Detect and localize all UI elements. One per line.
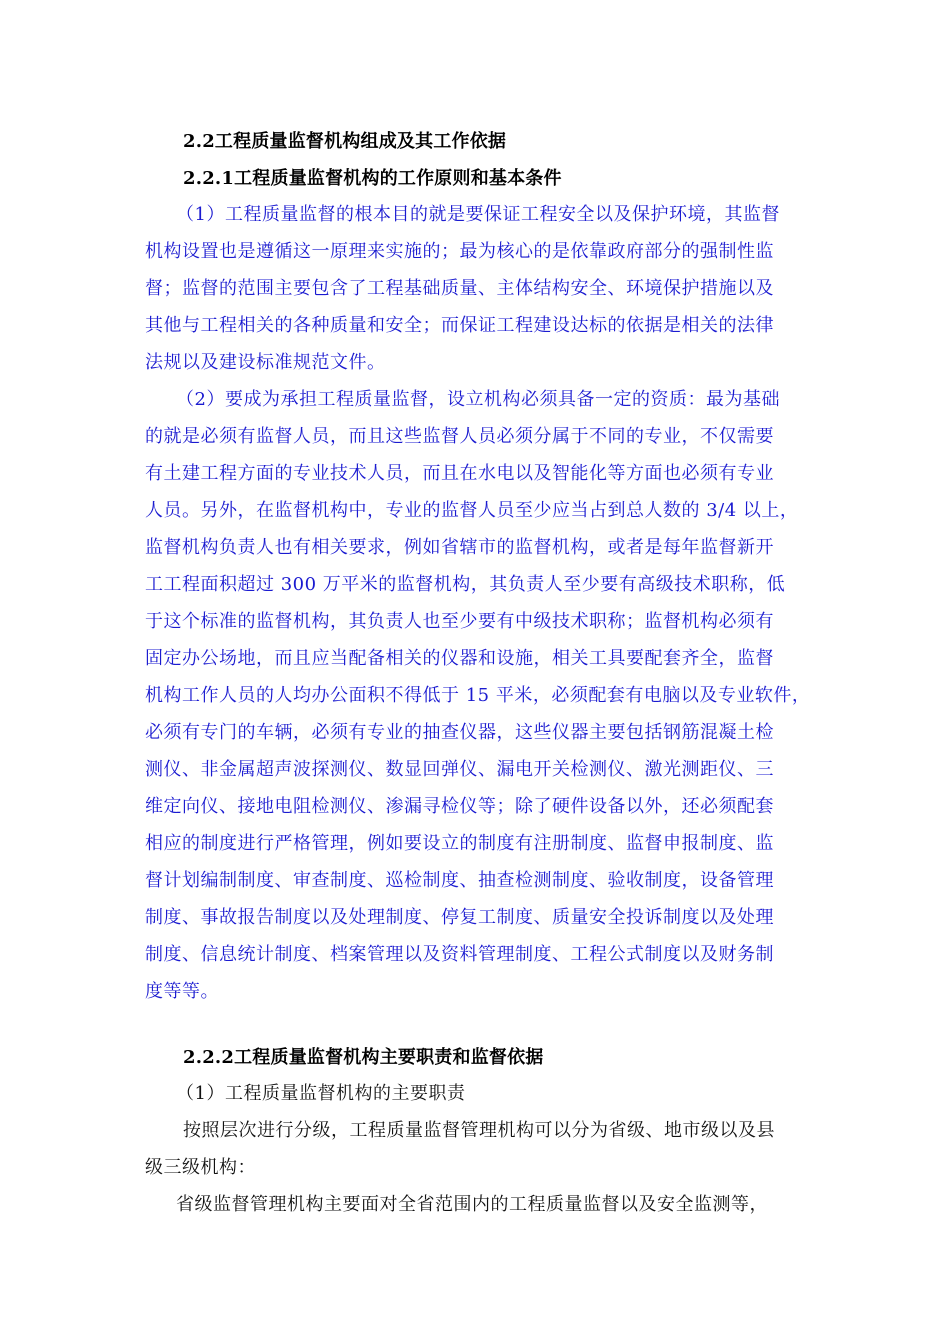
paragraph-line: 法规以及建设标准规范文件。 — [145, 352, 386, 373]
section-heading-2-2-2: 2.2.2工程质量监督机构主要职责和监督依据 — [183, 1047, 544, 1068]
paragraph-line: 制度、事故报告制度以及处理制度、停复工制度、质量安全投诉制度以及处理 — [145, 907, 774, 928]
paragraph-line: 人员。另外，在监督机构中，专业的监督人员至少应当占到总人数的 3/4 以上， — [145, 500, 799, 521]
paragraph-line: 按照层次进行分级，工程质量监督管理机构可以分为省级、地市级以及县 — [183, 1120, 775, 1141]
paragraph-line: 于这个标准的监督机构，其负责人也至少要有中级技术职称；监督机构必须有 — [145, 611, 774, 632]
paragraph-line: 机构工作人员的人均办公面积不得低于 15 平米，必须配套有电脑以及专业软件， — [145, 685, 811, 706]
paragraph-line: 级三级机构： — [145, 1157, 256, 1178]
paragraph-line: 机构设置也是遵循这一原理来实施的；最为核心的是依靠政府部分的强制性监 — [145, 241, 774, 262]
paragraph-line: 督计划编制制度、审查制度、巡检制度、抽查检测制度、验收制度，设备管理 — [145, 870, 774, 891]
paragraph-line: 度等等。 — [145, 981, 219, 1002]
paragraph-line: 其他与工程相关的各种质量和安全；而保证工程建设达标的依据是相关的法律 — [145, 315, 774, 336]
paragraph-line: 测仪、非金属超声波探测仪、数显回弹仪、漏电开关检测仪、激光测距仪、三 — [145, 759, 774, 780]
paragraph-line: 相应的制度进行严格管理，例如要设立的制度有注册制度、监督申报制度、监 — [145, 833, 774, 854]
paragraph-line: 必须有专门的车辆，必须有专业的抽查仪器，这些仪器主要包括钢筋混凝土检 — [145, 722, 774, 743]
paragraph-line: （1）工程质量监督的根本目的就是要保证工程安全以及保护环境，其监督 — [176, 204, 780, 225]
section-heading-2-2: 2.2工程质量监督机构组成及其工作依据 — [183, 131, 507, 152]
paragraph-line: 有土建工程方面的专业技术人员，而且在水电以及智能化等方面也必须有专业 — [145, 463, 774, 484]
section-heading-2-2-1: 2.2.1工程质量监督机构的工作原则和基本条件 — [183, 168, 562, 189]
paragraph-line: （2）要成为承担工程质量监督，设立机构必须具备一定的资质：最为基础 — [176, 389, 780, 410]
subheading-line: （1）工程质量监督机构的主要职责 — [176, 1083, 466, 1104]
paragraph-line: 省级监督管理机构主要面对全省范围内的工程质量监督以及安全监测等， — [176, 1194, 768, 1215]
paragraph-line: 的就是必须有监督人员，而且这些监督人员必须分属于不同的专业，不仅需要 — [145, 426, 774, 447]
paragraph-line: 制度、信息统计制度、档案管理以及资料管理制度、工程公式制度以及财务制 — [145, 944, 774, 965]
paragraph-line: 固定办公场地，而且应当配备相关的仪器和设施，相关工具要配套齐全，监督 — [145, 648, 774, 669]
paragraph-line: 工工程面积超过 300 万平米的监督机构，其负责人至少要有高级技术职称，低 — [145, 574, 786, 595]
paragraph-line: 维定向仪、接地电阻检测仪、渗漏寻检仪等；除了硬件设备以外，还必须配套 — [145, 796, 774, 817]
paragraph-line: 督；监督的范围主要包含了工程基础质量、主体结构安全、环境保护措施以及 — [145, 278, 774, 299]
paragraph-line: 监督机构负责人也有相关要求，例如省辖市的监督机构，或者是每年监督新开 — [145, 537, 774, 558]
